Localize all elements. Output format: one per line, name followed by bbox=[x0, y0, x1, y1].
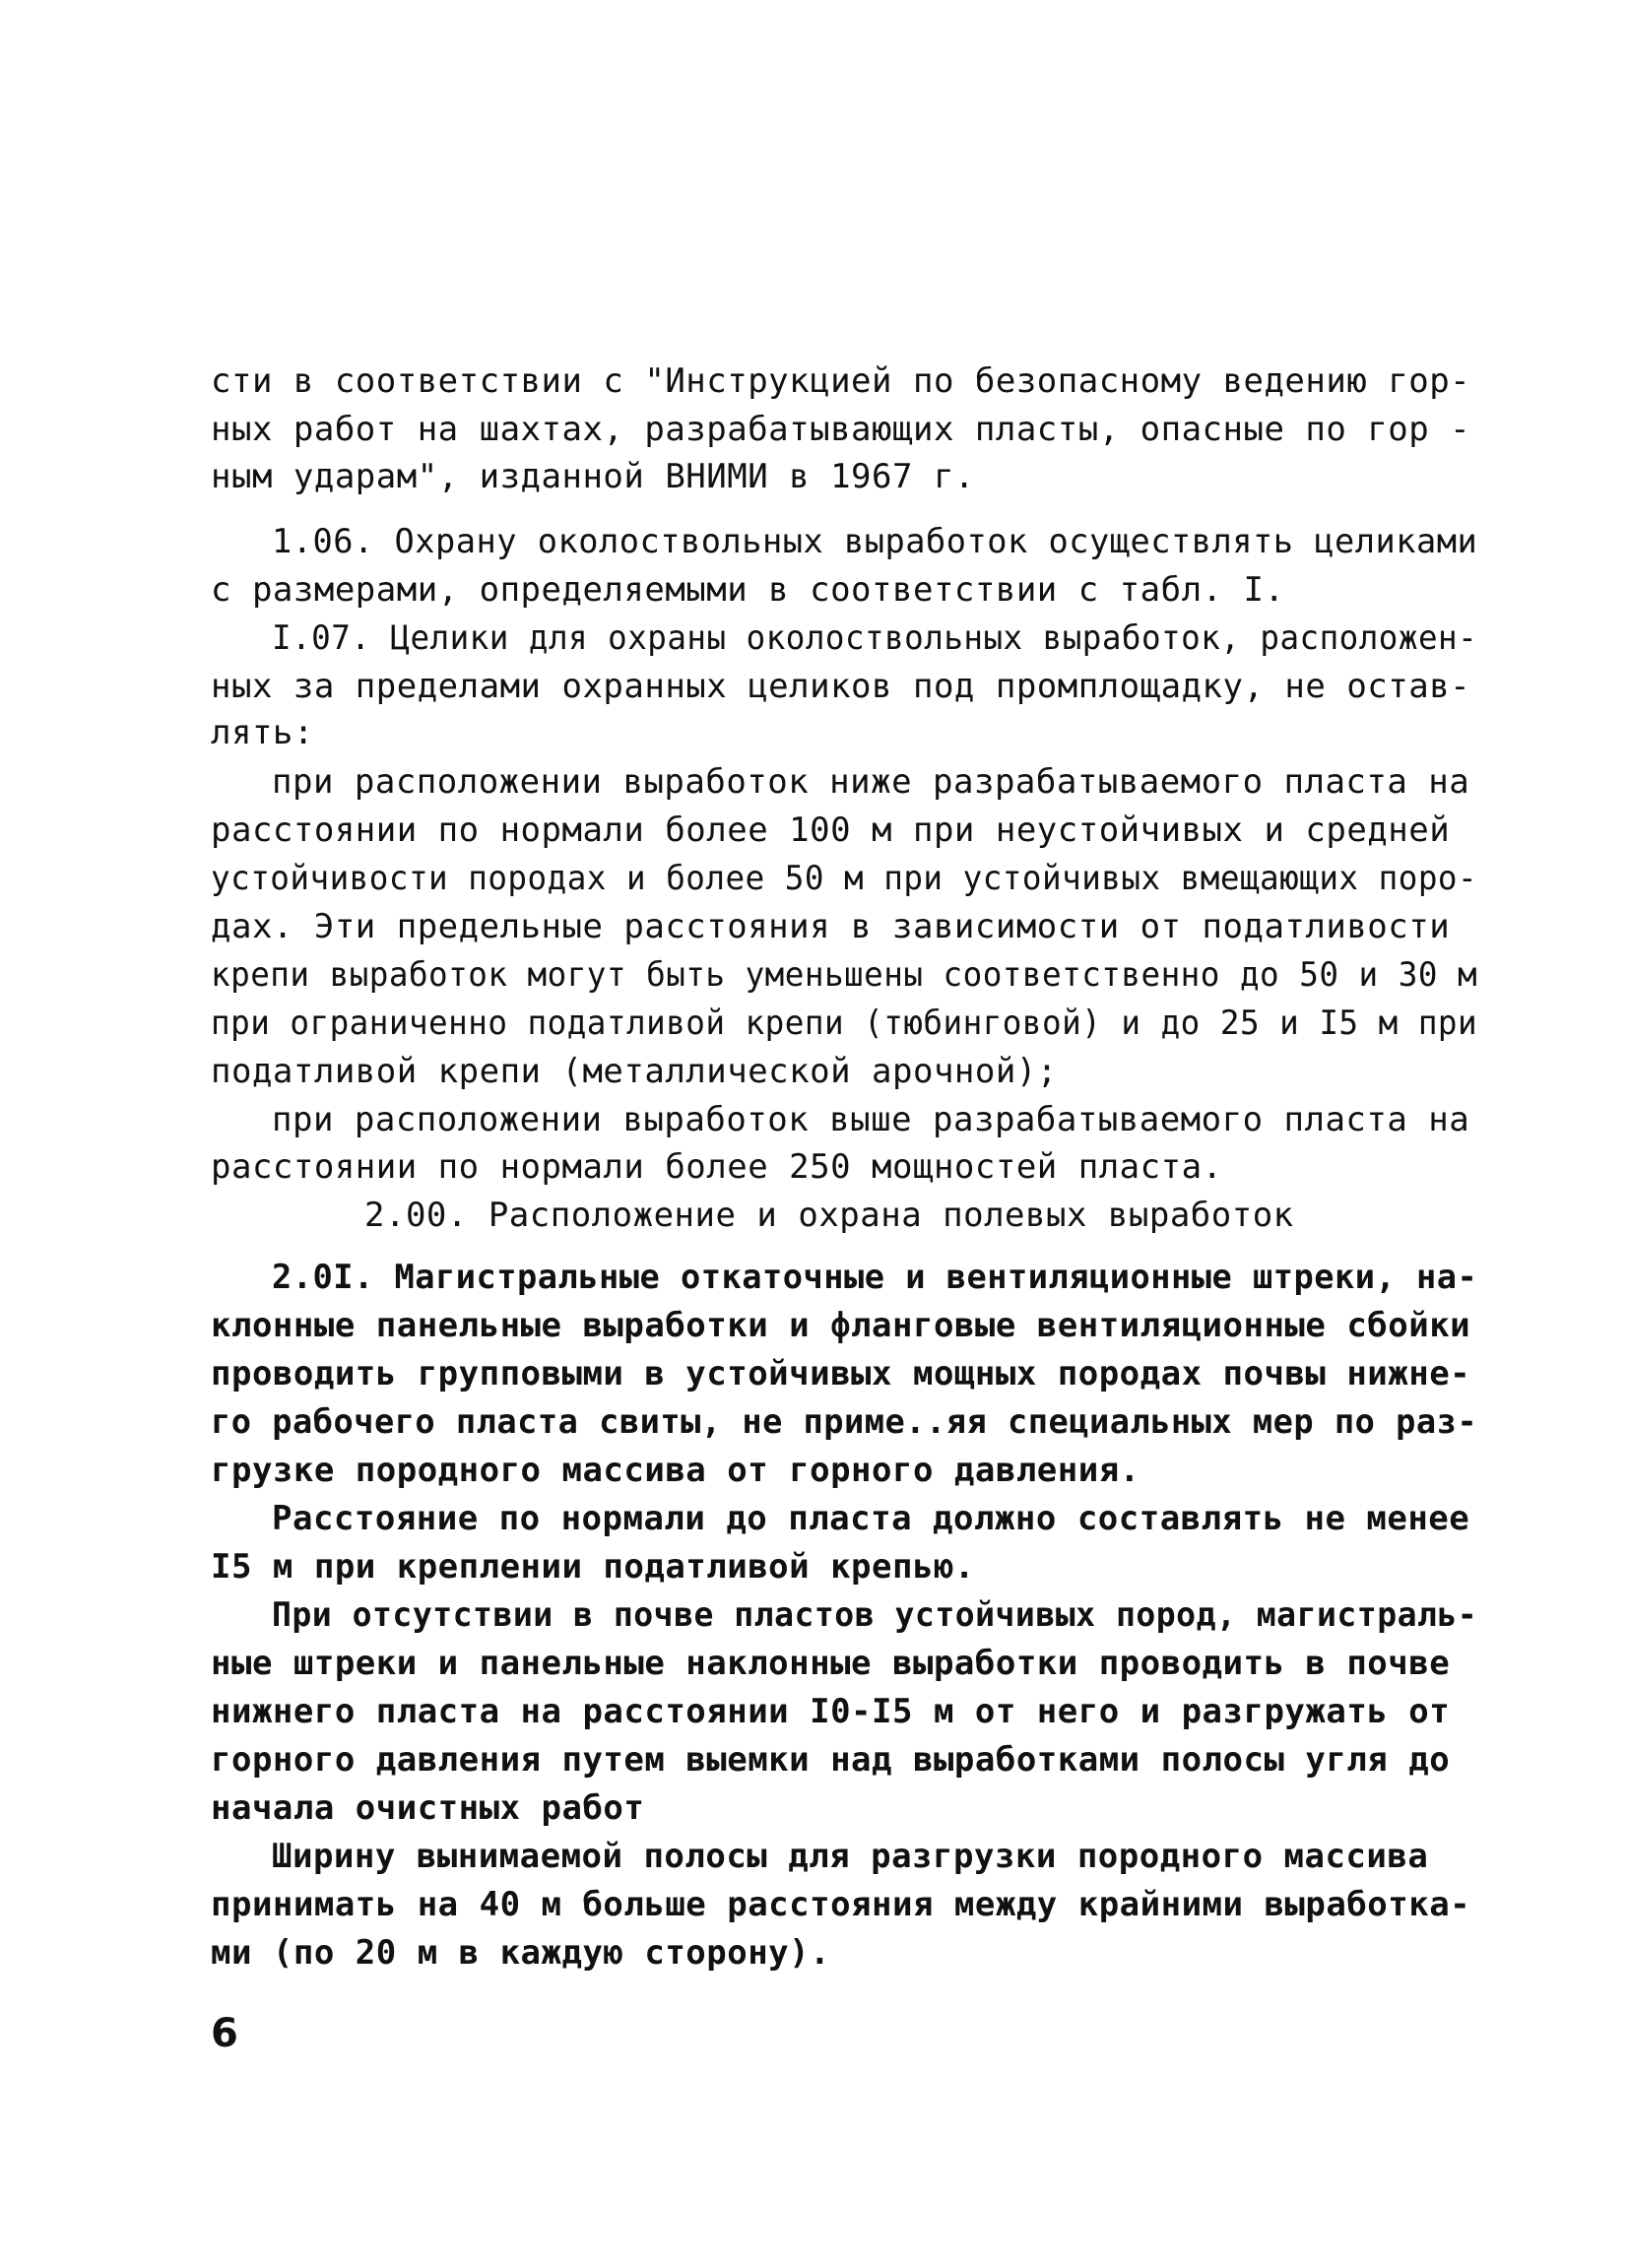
text-line: принимать на 40 м больше расстояния между крайними выработка- bbox=[211, 1885, 1471, 1924]
text-line: I.07. Целики для охраны околоствольных выработок, расположен- bbox=[272, 618, 1478, 658]
text-line: 1.06. Охрану околоствольных выработок осуществлять целиками bbox=[272, 522, 1478, 561]
text-line: 2.0I. Магистральные откаточные и вентиляционные штреки, на- bbox=[272, 1258, 1478, 1297]
text-line: ми (по 20 м в каждую сторону). bbox=[211, 1933, 831, 1973]
text-line: грузке породного массива от горного давления. bbox=[211, 1451, 1140, 1490]
text-line: го рабочего пласта свиты, не приме..яя специальных мер по раз- bbox=[211, 1402, 1478, 1442]
text-line: крепи выработок могут быть уменьшены соответственно до 50 и 30 м bbox=[211, 955, 1478, 995]
text-line: I5 м при креплении податливой крепью. bbox=[211, 1547, 975, 1587]
text-line: с размерами, определяемыми в соответствии с табл. I. bbox=[211, 570, 1285, 610]
text-line: проводить групповыми в устойчивых мощных породах почвы нижне- bbox=[211, 1354, 1471, 1393]
text-line: податливой крепи (металлической арочной); bbox=[211, 1052, 1058, 1091]
text-line: ных за пределами охранных целиков под промплощадку, не остав- bbox=[211, 667, 1471, 706]
text-line: дах. Эти предельные расстояния в зависимости от податливости bbox=[211, 907, 1451, 946]
text-line: при расположении выработок выше разрабатываемого пласта на bbox=[272, 1100, 1470, 1139]
text-line: сти в соответствии с "Инструкцией по безопасному ведению гор- bbox=[211, 361, 1471, 401]
text-line: ные штреки и панельные наклонные выработки проводить в почве bbox=[211, 1644, 1451, 1683]
text-line: ным ударам", изданной ВНИМИ в 1967 г. bbox=[211, 457, 975, 496]
text-line: при ограниченно податливой крепи (тюбинговой) и до 25 и I5 м при bbox=[211, 1004, 1478, 1043]
text-line: при расположении выработок ниже разрабатываемого пласта на bbox=[272, 762, 1470, 802]
text-line: клонные панельные выработки и фланговые вентиляционные сбойки bbox=[211, 1306, 1471, 1345]
text-line: Расстояние по нормали до пласта должно составлять не менее bbox=[272, 1499, 1470, 1538]
text-line: расстоянии по нормали более 250 мощностей пласта. bbox=[211, 1147, 1223, 1187]
text-line: нижнего пласта на расстоянии I0-I5 м от него и разгружать от bbox=[211, 1692, 1451, 1731]
text-line: расстоянии по нормали более 100 м при неустойчивых и средней bbox=[211, 810, 1451, 850]
text-line: начала очистных работ bbox=[211, 1788, 645, 1828]
page-number: 6 bbox=[211, 2011, 238, 2056]
text-line: ных работ на шахтах, разрабатывающих пласты, опасные по гор - bbox=[211, 410, 1471, 449]
section-heading: 2.00. Расположение и охрана полевых выработок bbox=[364, 1196, 1294, 1235]
text-line: устойчивости породах и более 50 м при устойчивых вмещающих поро- bbox=[211, 859, 1478, 898]
text-line: При отсутствии в почве пластов устойчивых пород, магистраль- bbox=[272, 1595, 1478, 1635]
text-line: горного давления путем выемки над выработками полосы угля до bbox=[211, 1740, 1451, 1780]
text-line: лять: bbox=[211, 713, 314, 752]
text-line: Ширину вынимаемой полосы для разгрузки породного массива bbox=[272, 1837, 1429, 1876]
